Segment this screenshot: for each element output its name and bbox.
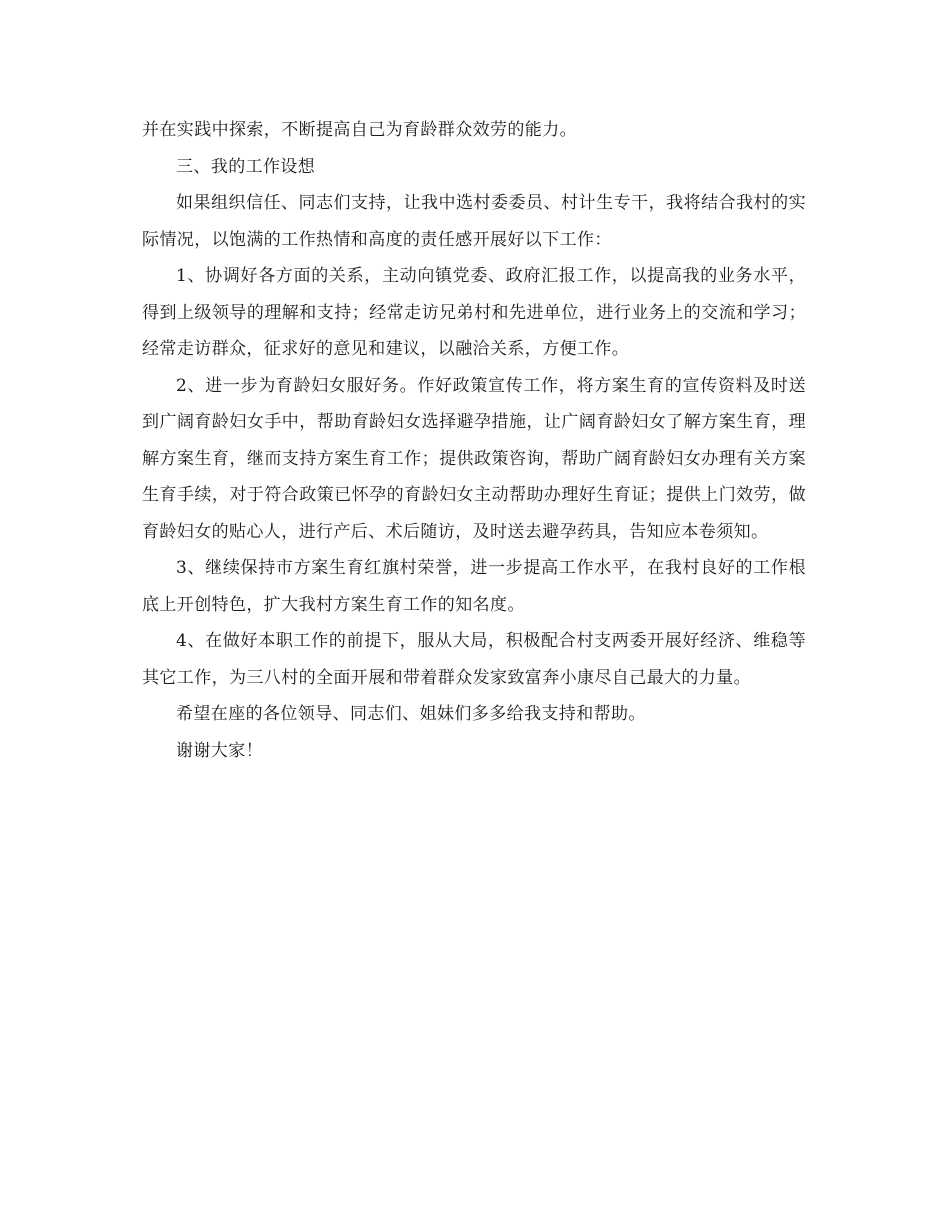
section-heading-work-plan: 三、我的工作设想 (176, 156, 316, 177)
document-body (142, 112, 806, 769)
paragraph-closing-request: 希望在座的各位领导、同志们、姐妹们多多给我支持和帮助。 (176, 704, 646, 724)
paragraph-continuation: 并在实践中探索，不断提高自己为育龄群众效劳的能力。 (142, 120, 577, 140)
paragraph-thanks: 谢谢大家！ (176, 740, 263, 761)
paragraph-item-1: 1、协调好各方面的关系，主动向镇党委、政府汇报工作，以提高我的业务水平，得到上级领导的理解和支持；经常走访兄弟村和先进单位，进行业务上的交流和学习；经常走访群众，征求好的意见和建议，以融洽关系，方便工作。 (142, 266, 806, 359)
paragraph-item-4: 4、在做好本职工作的前提下，服从大局，积极配合村支两委开展好经济、维稳等其它工作，为三八村的全面开展和带着群众发家致富奔小康尽自己最大的力量。 (142, 631, 806, 688)
paragraph-item-3: 3、继续保持市方案生育红旗村荣誉，进一步提高工作水平，在我村良好的工作根底上开创特色，扩大我村方案生育工作的知名度。 (142, 558, 806, 615)
paragraph-intro: 如果组织信任、同志们支持，让我中选村委委员、村计生专干，我将结合我村的实际情况，以饱满的工作热情和高度的责任感开展好以下工作： (142, 193, 806, 250)
paragraph-item-2: 2、进一步为育龄妇女服好务。作好政策宣传工作，将方案生育的宣传资料及时送到广阔育龄妇女手中，帮助育龄妇女选择避孕措施，让广阔育龄妇女了解方案生育，理解方案生育，继而支持方案生育工作；提供政策咨询，帮助广阔育龄妇女办理有关方案生育手续，对于符合政策已怀孕的育龄妇女主动帮助办理好生育证；提供上门效劳，做育龄妇女的贴心人，进行产后、术后随访，及时送去避孕药具，告知应本卷须知。 (142, 375, 806, 542)
